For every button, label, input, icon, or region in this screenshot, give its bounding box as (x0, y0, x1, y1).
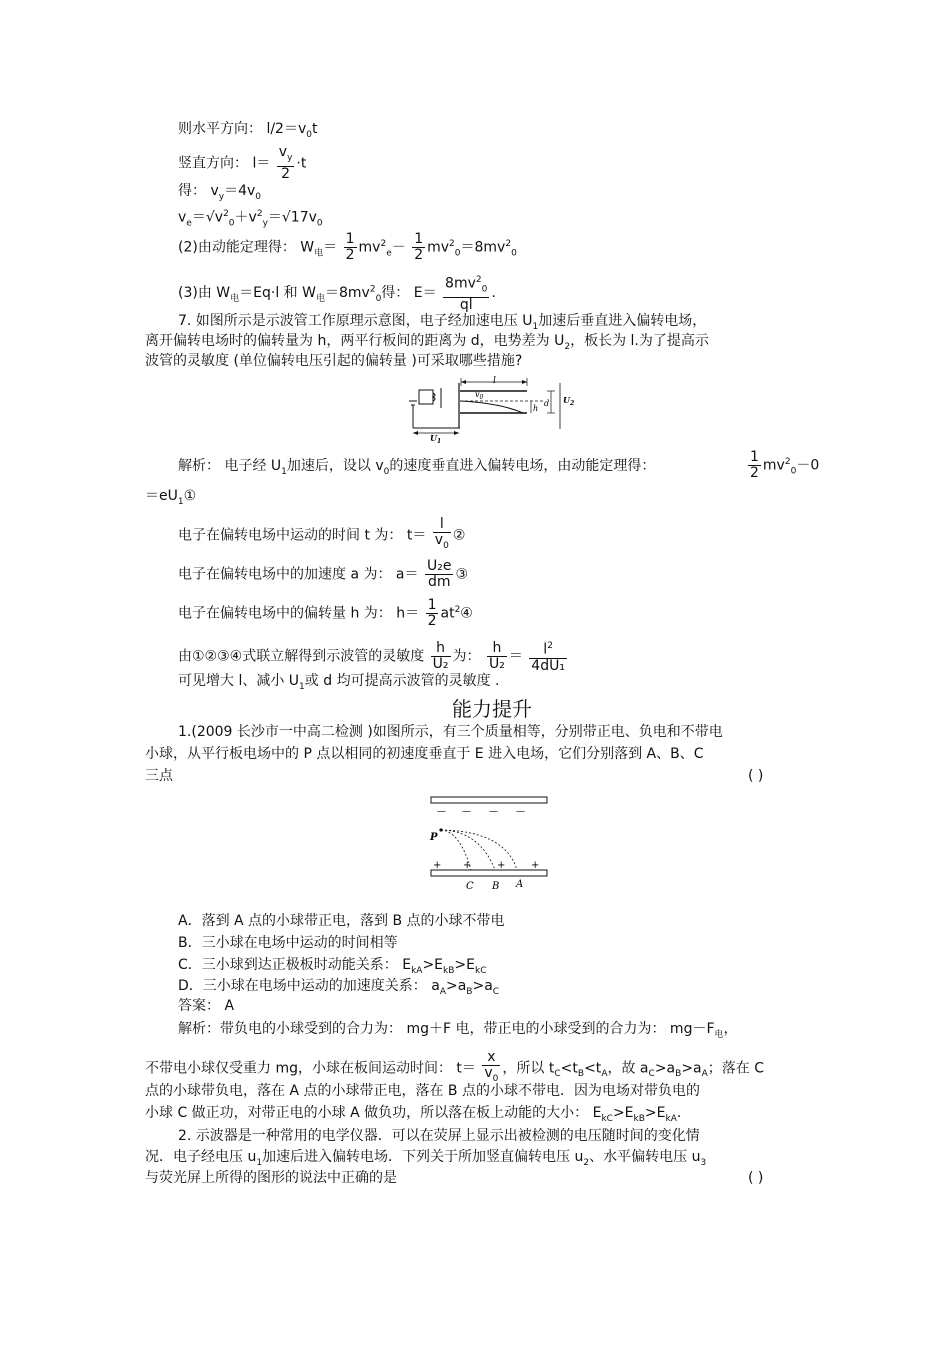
answer-paren: ( ) (748, 1170, 764, 1186)
line-ve: $v_e=√v^2_0+v^2_y=√17v_0$ (178, 209, 323, 229)
expl-line4: 小球 C 做正功，对带正电的小球 A 做负功，所以落在板上动能的大小： $E_{kC}>E_{kB}>E_{kA}$. (145, 1105, 682, 1124)
p2-line1: 2. 示波器是一种常用的电学仪器．可以在荧屏上显示出被检测的电压随时间的变化情 (178, 1128, 700, 1144)
fraction: $\frac{l}{v_0}$ (434, 516, 449, 551)
line-horizontal: 则水平方向： $l/2=v_0t$ (178, 121, 318, 140)
fraction: $\frac{x}{v_0}$ (484, 1049, 499, 1084)
line-vy: 得： $v_y=4v_0$ (178, 183, 262, 202)
sol7-energy: $\frac{1}{2}$ $mv^2_0-0$ (750, 449, 820, 481)
fraction: $\frac{1}{2}$ (345, 231, 355, 263)
option-b: B．三小球在电场中运动的时间相等 (178, 935, 398, 951)
answer: 答案： A (178, 998, 235, 1014)
answer-paren: ( ) (748, 768, 764, 784)
top-plate (431, 797, 547, 803)
expl-line2: 不带电小球仅受重力 mg，小球在板间运动时间： t＝ $\frac{x}{v_0}$ ，所以 $t_C<t_B<t_A$，故 $a_C>a_B>a_A$；落在 C (145, 1050, 764, 1087)
label-v0: $v_0$ (475, 390, 484, 401)
sol7-sensitivity: 由①②③④式联立解得到示波管的灵敏度 $\frac{h}{\text{U₂}}$ 为： $\frac{h}{\text{U₂}}$ ＝ $\frac{l^2}{\text{4dU₁}}$ (178, 639, 565, 674)
p2-line2: 况．电子经电压 $u_1$加速后进入偏转电场．下列关于所加竖直偏转电压 $u_2$、水平偏转电压 $u_3$ (145, 1149, 707, 1168)
label-C: C (466, 881, 474, 892)
fraction: $\frac{h}{\text{U₂}}$ (488, 639, 505, 672)
label-l: l (493, 376, 496, 386)
label-P: P (430, 832, 438, 843)
fraction: $\frac{\text{U₂e}}{dm}$ (426, 558, 452, 590)
expl-line1: 解析：带负电的小球受到的合力为： mg＋F 电，带正电的小球受到的合力为： $mg-F_电$， (178, 1021, 738, 1040)
path-A (441, 830, 517, 870)
svg-text:+: + (463, 860, 472, 871)
svg-text:—: — (462, 807, 471, 817)
label-U2: $U_2$ (563, 395, 575, 407)
line-vertical: 竖直方向： l＝ $\frac{v_y}{2}$ ·t (178, 144, 307, 182)
fraction: $\frac{v_y}{2}$ (278, 144, 293, 182)
fraction: $\frac{h}{\text{U₂}}$ (432, 639, 449, 672)
option-c: C．三小球到达正极板时动能关系： $E_{kA}>E_{kB}>E_{kC}$ (178, 957, 487, 976)
p1-line1: 1.(2009 长沙市一中高二检测 )如图所示，有三个质量相等，分别带正电、负电和不带电 (178, 724, 723, 740)
sol7-line1: 解析： 电子经 $U_1$加速后，设以 $v_0$的速度垂直进入偏转电场，由动能定理得： (178, 458, 656, 477)
bottom-plate (431, 870, 547, 876)
line-work-energy: (2)由动能定理得： $W_电=$ $\frac{1}{2}$ $mv^2_e-$ $\frac{1}{2}$ $mv^2_0=8mv^2_0$ (178, 231, 517, 263)
p1-line3: 三点 (145, 768, 173, 784)
svg-text:+: + (531, 860, 540, 871)
fraction: $\frac{1}{2}$ (750, 449, 759, 481)
label-U1: $U_1$ (430, 433, 442, 443)
fraction: $\frac{8mv^2_0}{ql}$ (445, 275, 488, 314)
sol7-time: 电子在偏转电场中运动的时间 t 为： t＝ $\frac{l}{v_0}$ ② (178, 517, 465, 554)
sol7-accel: 电子在偏转电场中的加速度 a 为： a＝ $\frac{\text{U₂e}}{dm}$ ③ (178, 558, 469, 590)
label-B: B (492, 881, 500, 892)
q7-line1: 7. 如图所示是示波管工作原理示意图，电子经加速电压 $U_1$加速后垂直进入偏转电场， (178, 313, 707, 332)
sol7-line2: $=eU_1①$ (145, 488, 197, 507)
label-A: A (516, 879, 524, 890)
option-d: D．三小球在电场中运动的加速度关系： $a_A>a_B>a_C$ (178, 978, 500, 997)
q7-line3: 波管的灵敏度 (单位偏转电压引起的偏转量 )可采取哪些措施? (145, 353, 523, 369)
svg-text:—: — (489, 807, 498, 817)
label-h: h (533, 404, 539, 413)
filament (419, 390, 433, 404)
label-d: d (544, 399, 550, 408)
q7-line2: 离开偏转电场时的偏转量为 h，两平行板间的距离为 d，电势差为 $U_2$，板长为 l.为了提高示 (145, 333, 709, 352)
fraction: $\frac{l^2}{\text{4dU₁}}$ (531, 641, 565, 674)
line-field: (3)由 $W_电=Eq\cdot l$ 和 $W_电=8mv^2_0$得： E＝ $\frac{8mv^2_0}{ql}$ . (178, 275, 496, 314)
p2-line3: 与荧光屏上所得的图形的说法中正确的是 (145, 1170, 397, 1186)
sol7-conclusion: 可见增大 l、减小 $U_1$或 d 均可提高示波管的灵敏度 . (178, 673, 500, 692)
oscilloscope-diagram (405, 373, 585, 443)
trajectory (460, 401, 523, 413)
fraction: $\frac{1}{2}$ (427, 597, 437, 629)
p1-line2: 小球，从平行板电场中的 P 点以相同的初速度垂直于 E 进入电场，它们分别落到 A、B、C (145, 746, 704, 762)
svg-text:+: + (497, 860, 506, 871)
parallel-plate-diagram (425, 793, 555, 893)
svg-text:—: — (437, 807, 446, 817)
svg-text:—: — (516, 807, 525, 817)
svg-text:+: + (433, 860, 442, 871)
option-a: A．落到 A 点的小球带正电，落到 B 点的小球不带电 (178, 913, 505, 929)
section-title: 能力提升 (452, 697, 532, 721)
sol7-deflect: 电子在偏转电场中的偏转量 h 为： h＝ $\frac{1}{2}$ $at^2④$ (178, 597, 473, 629)
expl-line3: 点的小球带负电，落在 A 点的小球带正电，落在 B 点的小球不带电．因为电场对带负电的 (145, 1083, 700, 1099)
fraction: $\frac{1}{2}$ (414, 231, 424, 263)
